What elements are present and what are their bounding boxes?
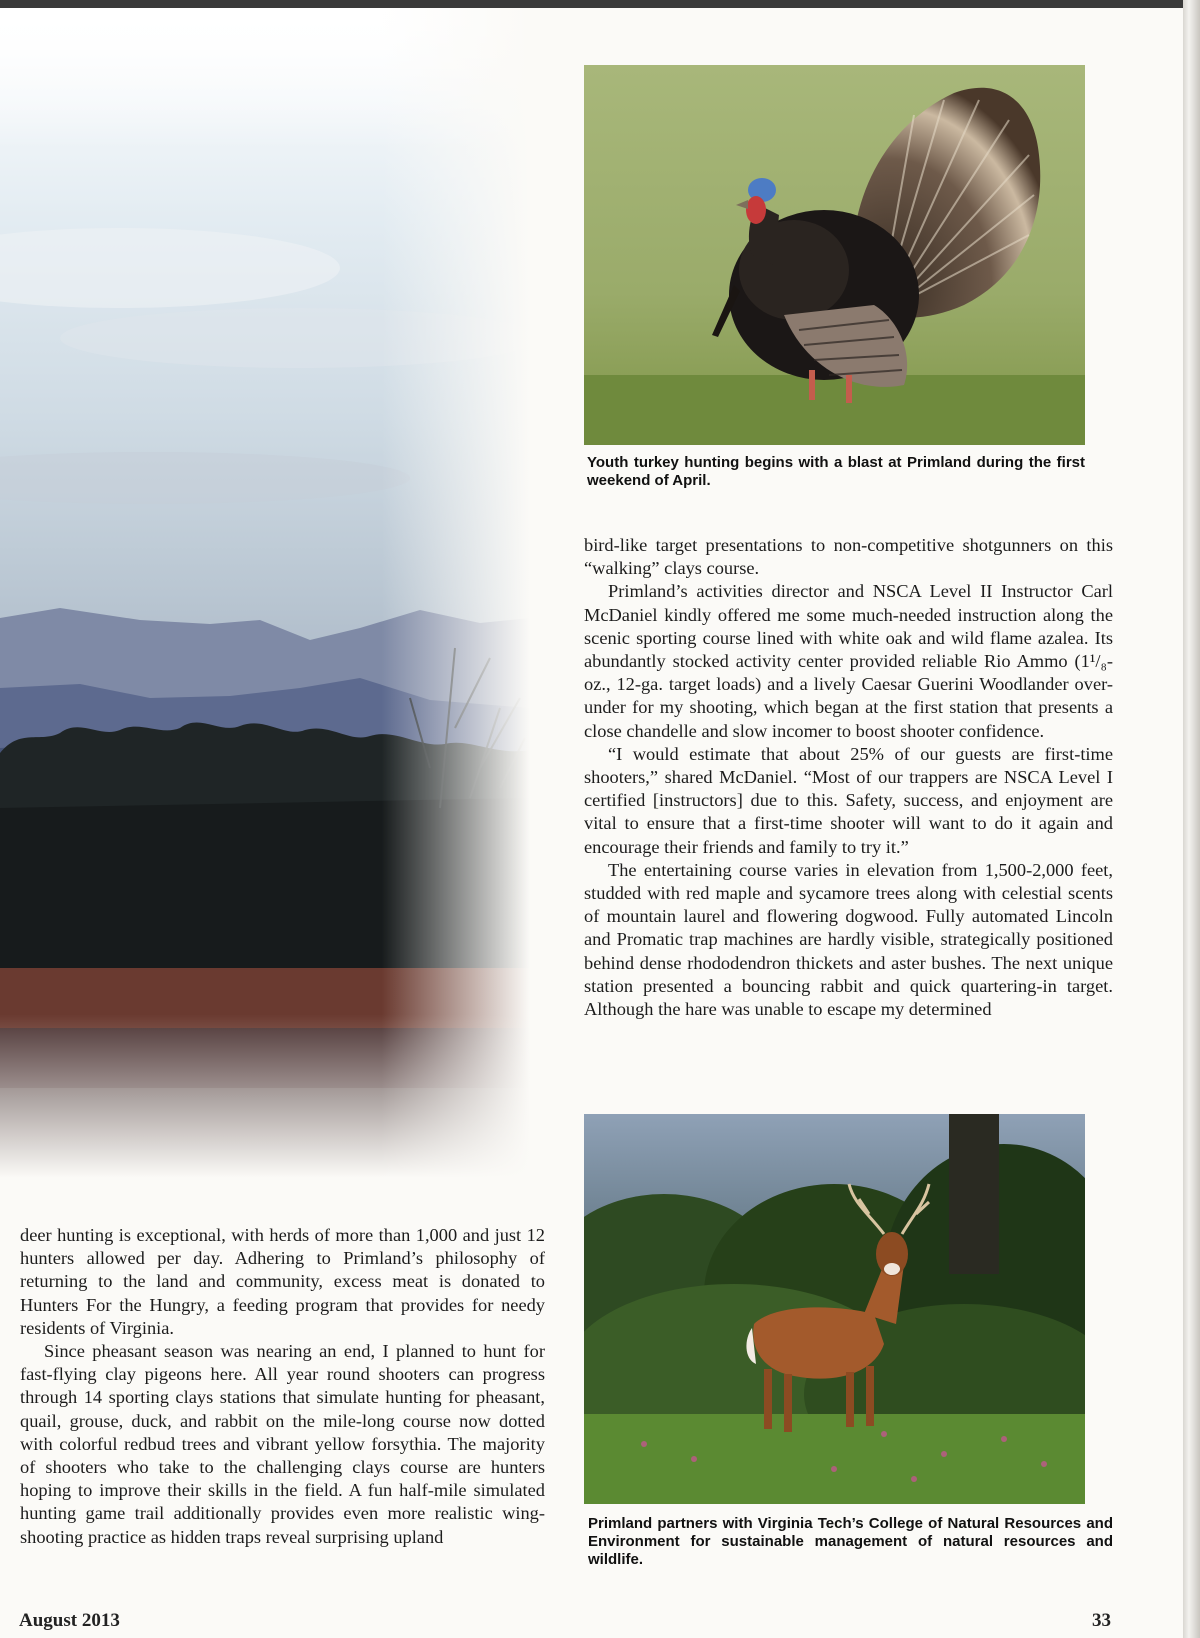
article-paragraph: The entertaining course varies in elevation from 1,500-2,000 feet, studded with red maple and sycamore trees along with celestial scents of mountain laurel and flowering dogwood. Fully automated Lincoln and Promatic trap machines are hardly visible, strategically positioned behind dense rhododendron thickets and aster bushes. The next unique station presented a bouncing rabbit and quick quartering-in target. Although the hare was unable to escape my determined xyxy=(584,859,1113,1020)
page-edge xyxy=(1183,0,1200,1638)
deer-photo-caption: Primland partners with Virginia Tech’s College of Natural Resources and Environment for sustainable management of natural resources and wildlife. xyxy=(588,1515,1113,1568)
right-article-column xyxy=(584,534,1113,1021)
turkey-photo xyxy=(584,65,1085,445)
page-number: 33 xyxy=(1092,1610,1111,1631)
article-paragraph: “I would estimate that about 25% of our guests are first-time shooters,” shared McDaniel. “Most of our trappers are NSCA Level I certified [instructors] due to this. Safety, success, and enjoyment are vital to ensure that a first-time shooter will want to do it again and encourage their friends and family to try it.” xyxy=(584,743,1113,857)
article-paragraph: bird-like target presentations to non-competitive shotgunners on this “walking” clays course. xyxy=(584,535,1113,579)
article-paragraph: Since pheasant season was nearing an end, I planned to hunt for fast-flying clay pigeons here. All year round shooters can progress through 14 sporting clays stations that simulate hunting for pheasant, quail, grouse, duck, and rabbit on the mile-long course now dotted with colorful redbud trees and vibrant yellow forsythia. The majority of shooters who take to the challenging clays course are hunters hoping to improve their skills in the field. A fun half-mile simulated hunting game trail additionally provides even more realistic wing-shooting practice as hidden traps reveal surprising upland xyxy=(20,1341,545,1547)
magazine-page xyxy=(0,8,1183,1638)
article-paragraph: deer hunting is exceptional, with herds of more than 1,000 and just 12 hunters allowed per day. Adhering to Primland’s philosophy of returning to the land and community, excess meat is donated to Hunters For the Hungry, a feeding program that provides for needy residents of Virginia. xyxy=(20,1225,545,1338)
deer-photo xyxy=(584,1114,1085,1504)
turkey-photo-caption: Youth turkey hunting begins with a blast at Primland during the first weekend of April. xyxy=(587,454,1085,489)
left-article-column xyxy=(20,1224,545,1549)
article-paragraph: Primland’s activities director and NSCA Level II Instructor Carl McDaniel kindly offered me some much-needed instruction along the scenic sporting course lined with white oak and wild flame azalea. Its abundantly stocked activity center provided reliable Rio Ammo (1¹/₈-oz., 12-ga. target loads) and a lively Caesar Guerini Woodlander over-under for my shooting, which began at the first station that presents a close chandelle and slow incomer to boost shooter confidence. xyxy=(584,581,1113,741)
issue-date: August 2013 xyxy=(19,1610,120,1631)
mountain-landscape-photo xyxy=(0,8,530,1178)
